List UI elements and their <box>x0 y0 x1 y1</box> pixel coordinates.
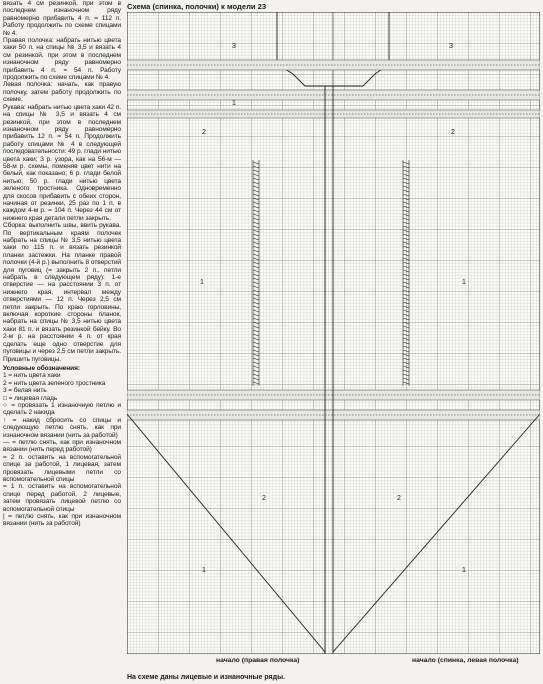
legend-item: = 2 п. оставить на вспомогательной спице за работой, 1 лицевая, затем провязать лицевыми петли со вспомогательной спицы <box>3 453 121 483</box>
zone-number: 2 <box>397 495 401 502</box>
label-start-right-front: начало (правая полочка) <box>216 657 300 664</box>
legend-item: 3 = белая нить <box>3 387 47 395</box>
chart-grid <box>127 12 540 654</box>
instructions-column <box>3 0 121 684</box>
paragraph-left-front: Левая полочка: начать, как правую полочку, затем работу продолжить по схеме. <box>3 81 121 104</box>
paragraph-sleeves: Рукава: набрать нитью цвета хаки 42 п. на спицы № 3,5 и вязать 4 см резинкой, при этом в последнем изнаночном ряду равномерно прибавить 12 п. = 54 п. Продолжить работу спицами № 4 в следующей последовательности: 49 р. глади нитью цвета хаки; 3 р. узора, как на 56-м — 58-м р. схемы, поменяв цвет нити на белый, как показано; 6 р. глади белой нитью; 50 р. глади нитью цвета зеленого тростника. Одновременно для скосов прибавить с обеих сторон, начиная от резинки, 25 раз по 1 п. в каждом 4-м р. = 104 п. Через 44 см от нижнего края детали петли закрыть. <box>3 103 121 222</box>
zone-number: 1 <box>232 100 236 107</box>
legend-item: ○ = провязать 1 изнаночную петлю и сделать 2 накида <box>3 401 121 417</box>
legend-item: = 1 п. оставить на вспомогательной спице перед работой, 2 лицевые, затем провязать лицевой петлю со вспомогательной спицы <box>3 483 121 513</box>
zone-number: 3 <box>232 43 236 50</box>
zone-number: 2 <box>451 129 455 136</box>
zone-number: 2 <box>262 495 266 502</box>
chart-footnote: На схеме даны лицевые и изнаночные ряды. <box>127 674 286 681</box>
chart-title: Схема (спинка, полочки) к модели 23 <box>127 2 267 11</box>
legend-item: 2 = нить цвета зеленого тростника <box>3 379 106 387</box>
paragraph-right-front: Правая полочка: набрать нитью цвета хаки 50 п. на спицы № 3,5 и вязать 4 см резинкой, при этом в последнем изнаночном ряду равномерно прибавить 4 п. = 54 п. Работу продолжить по схеме спицами № 4. <box>3 37 121 82</box>
label-start-back-left-front: начало (спинка, левая полочка) <box>412 657 519 664</box>
legend-item: □ = лицевая гладь <box>3 394 58 402</box>
legend-item: 1 = нить цвета хаки <box>3 372 61 380</box>
zone-number: 1 <box>200 279 204 286</box>
paragraph-assembly: Сборка: выполнить швы, ввить рукава. По вертикальным краям полочек набрать на спицы № 3,5 нитью цвета хаки по 115 п. и вязать резинкой планки застежки. На планке правой полочки (4-й р.) выполнить 8 отверстий для пуговиц (= закрыть 2 п., петли набрать в следующем ряду): 1-е отверстие — на расстоянии 3 п. от нижнего края, интервал между отверстиями — 12 п. Через 2,5 см петли закрыть. По краю горловины, включая короткие стороны планок, набрать на спицы № 3,5 нитью цвета хаки 81 п. и вязать резинкой бейку. Во 2-м р. на расстоянии 4 п. от края сделать еще одно отверстие для пуговицы и через 2,5 см петли закрыть. Пришить пуговицы. <box>3 222 121 363</box>
legend-item: | = петлю снять, как при изнаночном вязании (нить за работой) <box>3 513 121 528</box>
zone-number: 1 <box>202 567 206 574</box>
zone-number: 1 <box>462 567 466 574</box>
zone-number: 3 <box>449 43 453 50</box>
legend-item: — = петлю снять, как при изнаночном вязании (нить перед работой) <box>3 438 121 454</box>
paragraph-back-continued: вязать 4 см резинкой, при этом в последнем изнаночном ряду равномерно прибавить 4 п. = 112 п. Работу продолжить по схеме спицами № 4. <box>3 0 121 37</box>
zone-number: 1 <box>462 279 466 286</box>
zone-number: 2 <box>202 129 206 136</box>
legend-item: ↑ = накид сбросить со спицы и следующую петлю снять, как при изнаночном вязании (нить за работой) <box>3 416 121 439</box>
legend-title: Условные обозначения: <box>3 364 80 372</box>
knitting-chart <box>127 12 540 654</box>
